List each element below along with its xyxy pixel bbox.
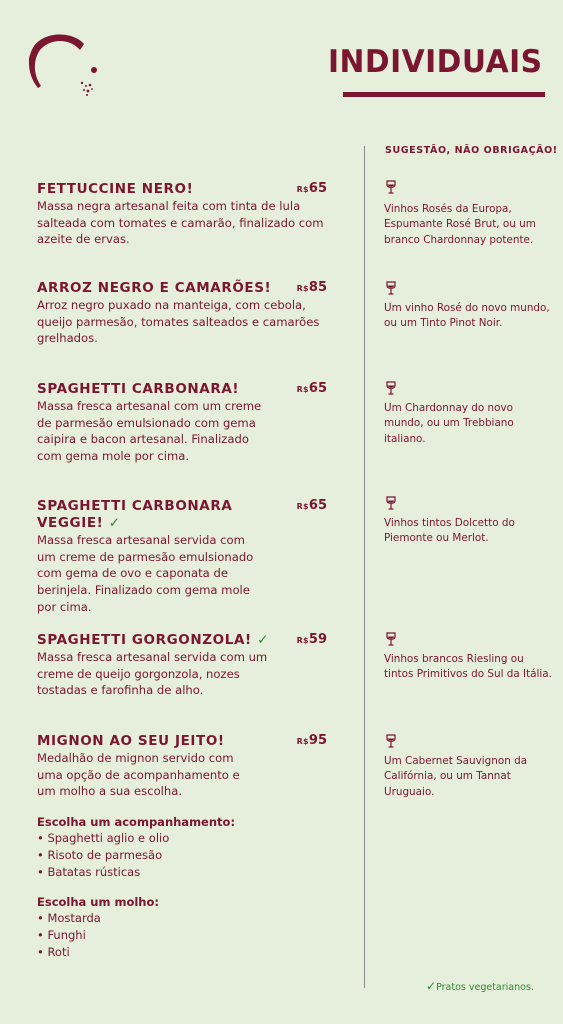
wine-pairing <box>384 632 554 683</box>
dish-price: R$65 <box>296 181 327 196</box>
wine-suggestion: Vinhos tintos Dolcetto do Piemonte ou Merlot. <box>384 517 515 545</box>
dish-name: ARROZ NEGRO E CAMARÕES! <box>37 280 272 296</box>
wine-suggestion: Um Cabernet Sauvignon da Califórnia, ou um Tannat Uruguaio. <box>384 755 528 798</box>
wine-glass-icon <box>386 381 396 395</box>
sides-list <box>37 830 327 880</box>
dish-price: R$95 <box>296 733 327 748</box>
dish-item <box>37 733 327 960</box>
list-item: • Spaghetti aglio e olio <box>37 831 170 846</box>
dish-name: SPAGHETTI CARBONARA VEGGIE! ✓ <box>37 498 233 531</box>
dish-name: FETTUCCINE NERO! <box>37 181 194 197</box>
dish-description: Massa fresca artesanal servida com um creme de queijo gorgonzola, nozes tostadas e farofinha de alho. <box>37 650 268 698</box>
dish-price: R$85 <box>296 280 327 295</box>
vegetarian-footnote: ✓Pratos vegetarianos. <box>426 979 534 993</box>
dish-price: R$65 <box>296 498 327 513</box>
dish-item <box>37 181 327 248</box>
wine-glass-icon <box>386 632 396 646</box>
wine-glass-icon <box>386 734 396 748</box>
sides-heading: Escolha um acompanhamento: <box>37 815 236 830</box>
dish-description: Medalhão de mignon servido com uma opção de acompanhamento e um molho a sua escolha. <box>37 751 240 799</box>
wine-pairing <box>384 381 554 447</box>
dish-item <box>37 498 327 616</box>
dish-name: SPAGHETTI CARBONARA! <box>37 381 240 397</box>
wine-pairing <box>384 281 554 332</box>
column-divider <box>364 146 365 988</box>
dish-item <box>37 632 327 699</box>
wine-pairing <box>384 180 554 248</box>
list-item: • Risoto de parmesão <box>37 847 163 862</box>
vegetarian-check-icon: ✓ <box>108 515 121 531</box>
list-item: • Mostarda <box>37 911 101 926</box>
dish-description: Massa fresca artesanal com um creme de parmesão emulsionado com gema caipira e bacon artesanal. Finalizado com gema mole por cima. <box>37 399 262 464</box>
wine-glass-icon <box>386 281 396 295</box>
suggestion-note: SUGESTÃO, NÃO OBRIGAÇÃO! <box>385 145 558 156</box>
wine-suggestion: Vinhos Rosés da Europa, Espumante Rosé Brut, ou um branco Chardonnay potente. <box>384 203 536 246</box>
dish-item <box>37 280 327 347</box>
sauces-list <box>37 910 327 960</box>
wine-glass-icon <box>386 180 396 194</box>
dish-name: MIGNON AO SEU JEITO! <box>37 733 225 749</box>
title-underline <box>343 92 545 97</box>
wine-pairing <box>384 496 554 547</box>
wine-suggestion: Um Chardonnay do novo mundo, ou um Trebbiano italiano. <box>384 402 514 445</box>
wine-suggestion: Vinhos brancos Riesling ou tintos Primitivos do Sul da Itália. <box>384 653 552 681</box>
dish-name: SPAGHETTI GORGONZOLA! ✓ <box>37 632 269 648</box>
wine-stain-logo <box>24 28 104 100</box>
dish-description: Massa negra artesanal feita com tinta de lula salteada com tomates e camarão, finalizado com azeite de ervas. <box>37 199 324 247</box>
dish-price: R$59 <box>296 632 327 647</box>
list-item: • Roti <box>37 944 70 959</box>
wine-suggestion: Um vinho Rosé do novo mundo, ou um Tinto Pinot Noir. <box>384 302 550 330</box>
dish-item <box>37 381 327 465</box>
sauces-heading: Escolha um molho: <box>37 895 159 910</box>
list-item: • Batatas rústicas <box>37 864 141 879</box>
page-title: INDIVIDUAIS <box>328 44 543 80</box>
vegetarian-check-icon: ✓ <box>257 632 269 648</box>
wine-pairing <box>384 734 554 800</box>
dish-price: R$65 <box>296 381 327 396</box>
vegetarian-check-icon: ✓ <box>426 979 437 993</box>
wine-glass-icon <box>386 496 396 510</box>
list-item: • Funghi <box>37 927 86 942</box>
dish-description: Arroz negro puxado na manteiga, com cebola, queijo parmesão, tomates salteados e camarões grelhados. <box>37 298 320 346</box>
dish-description: Massa fresca artesanal servida com um creme de parmesão emulsionado com gema de ovo e caponata de berinjela. Finalizado com gema mole por cima. <box>37 533 254 614</box>
